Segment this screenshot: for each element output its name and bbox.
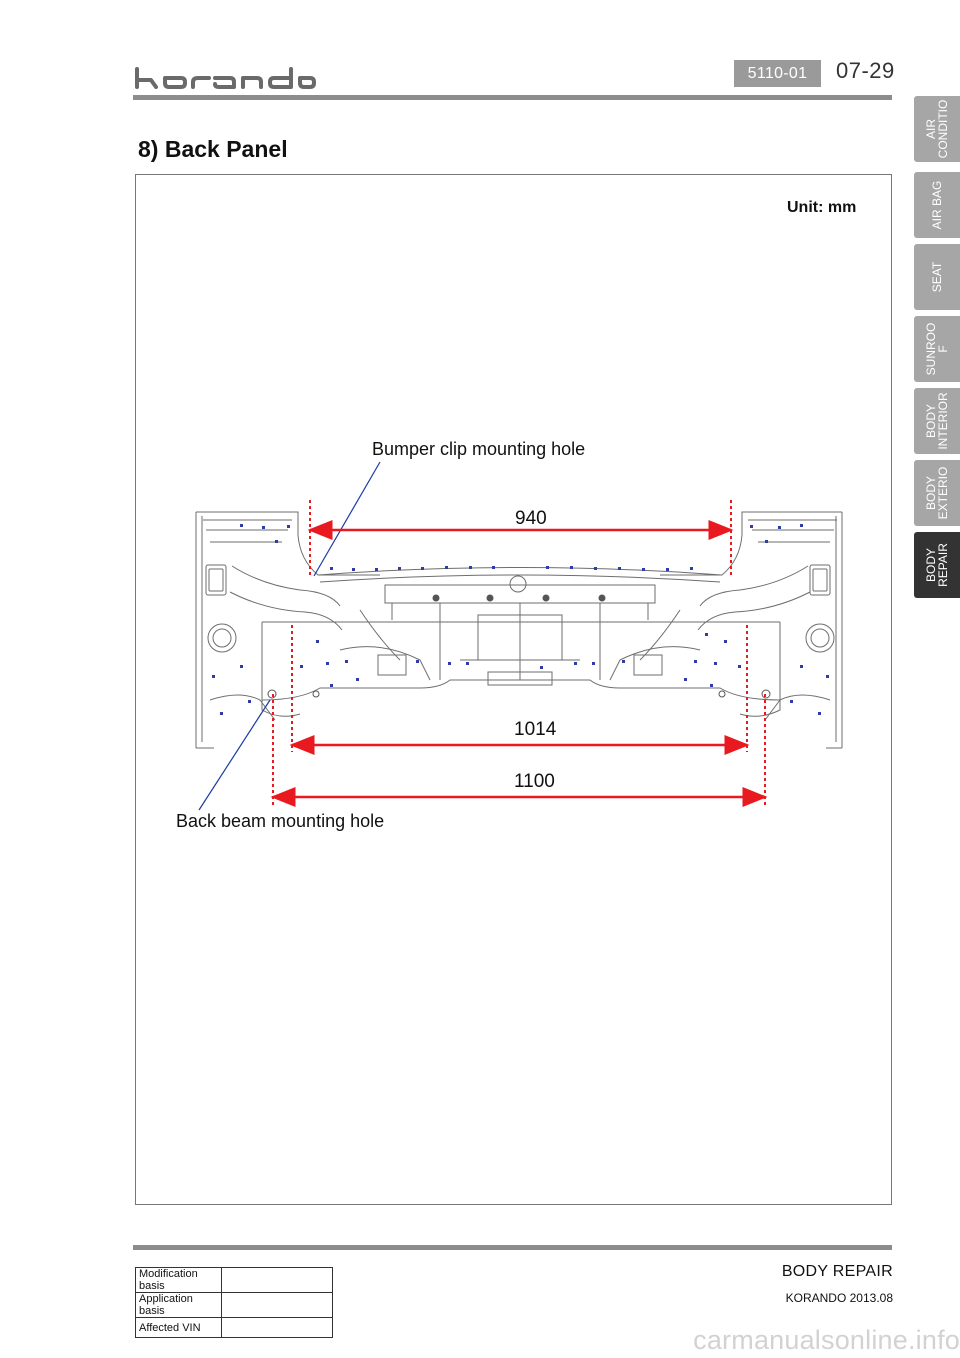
back-beam-callout: Back beam mounting hole: [176, 811, 385, 831]
affected-vin-value: [222, 1318, 333, 1338]
table-row: [136, 1293, 333, 1318]
application-basis-value: [222, 1293, 333, 1318]
tab-sunroof[interactable]: SUNROO F: [914, 316, 960, 382]
tab-body-repair[interactable]: BODY REPAIR: [914, 532, 960, 598]
footer-model-date: KORANDO 2013.08: [785, 1291, 893, 1305]
tab-air-conditioning[interactable]: AIR CONDITIO: [914, 96, 960, 162]
tab-body-interior[interactable]: BODY INTERIOR: [914, 388, 960, 454]
dimension-1100: 1100: [514, 771, 555, 792]
tab-body-exterior[interactable]: BODY EXTERIO: [914, 460, 960, 526]
modification-basis-label: Modification basis: [136, 1268, 222, 1293]
unit-label: Unit: mm: [787, 199, 857, 216]
bumper-clip-callout: Bumper clip mounting hole: [372, 439, 586, 459]
watermark: carmanualsonline.info: [693, 1325, 960, 1355]
affected-vin-label: Affected VIN: [136, 1318, 222, 1338]
table-row: [136, 1268, 333, 1293]
footer-rule: [133, 1245, 892, 1250]
application-basis-label: Application basis: [136, 1293, 222, 1318]
tab-seat[interactable]: SEAT: [914, 244, 960, 310]
table-row: [136, 1318, 333, 1338]
dimension-940: 940: [515, 508, 547, 529]
section-title: 8) Back Panel: [138, 136, 288, 162]
dimension-1014: 1014: [514, 719, 557, 740]
tab-air-bag[interactable]: AIR BAG: [914, 172, 960, 238]
modification-basis-value: [222, 1268, 333, 1293]
page-number: 07-29: [836, 58, 895, 83]
section-code-badge: 5110-01: [734, 60, 821, 87]
footer-section-title: BODY REPAIR: [781, 1263, 893, 1280]
basis-table: [135, 1267, 333, 1338]
